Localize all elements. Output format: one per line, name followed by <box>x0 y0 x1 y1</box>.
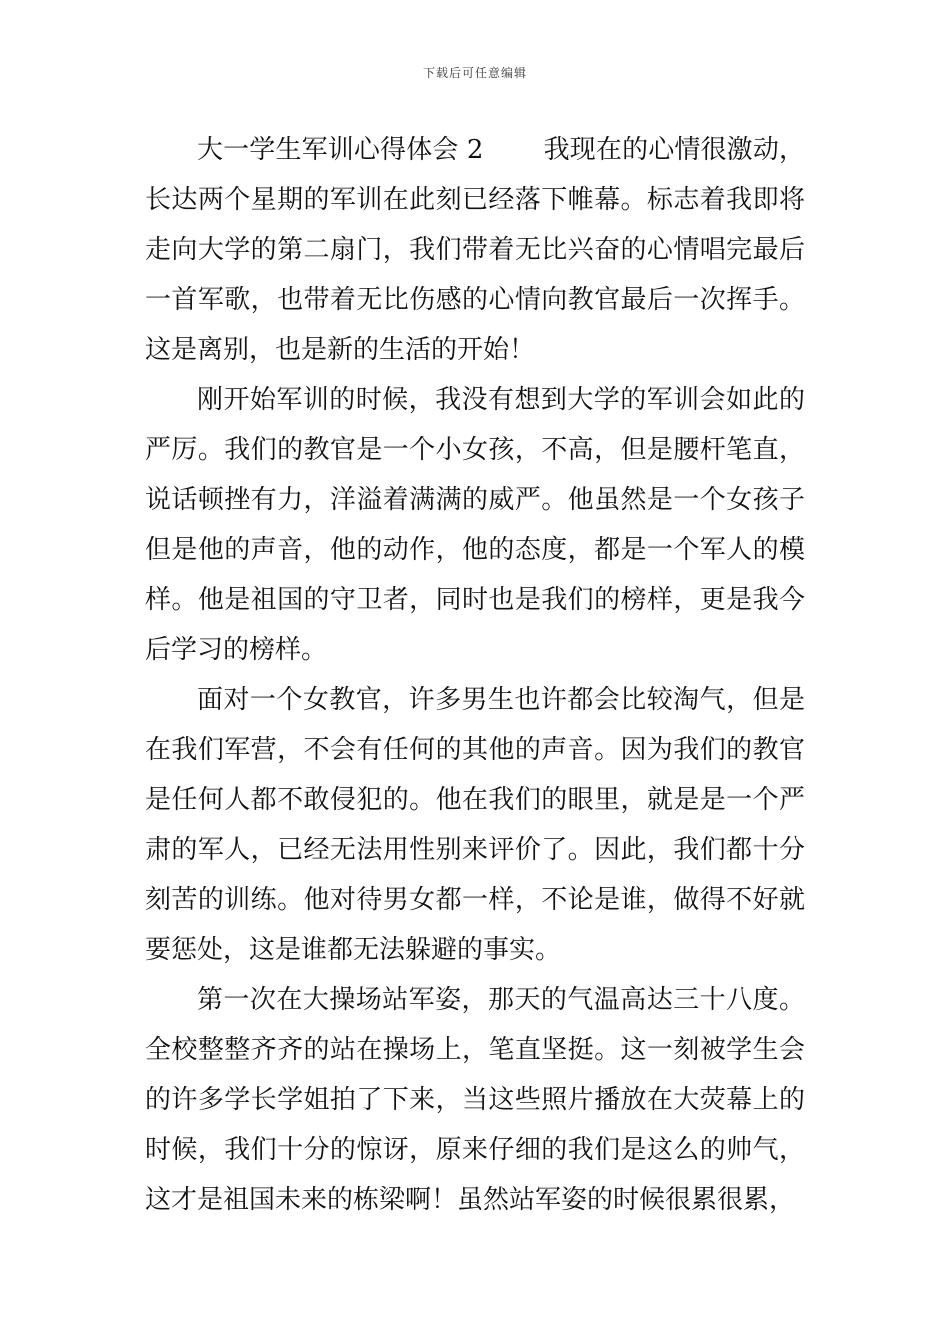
paragraph-1 <box>145 125 805 375</box>
paragraph-4: 第一次在大操场站军姿，那天的气温高达三十八度。全校整整齐齐的站在操场上，笔直坚挺。这一刻被学生会的许多学长学姐拍了下来，当这些照片播放在大荧幕上的时候，我们十分的惊讶，原来仔细的我们是这么的帅气，这才是祖国未来的栋梁啊！虽然站军姿的时候很累很累， <box>145 985 805 1215</box>
document-title: 大一学生军训心得体会 2 <box>197 135 484 165</box>
paragraph-2: 刚开始军训的时候，我没有想到大学的军训会如此的严厉。我们的教官是一个小女孩，不高，但是腰杆笔直，说话顿挫有力，洋溢着满满的威严。他虽然是一个女孩子但是他的声音，他的动作，他的态度，都是一个军人的模样。他是祖国的守卫者，同时也是我们的榜样，更是我今后学习的榜样。 <box>145 385 805 665</box>
paragraph-1-text: 我现在的心情很激动，长达两个星期的军训在此刻已经落下帷幕。标志着我即将走向大学的第二扇门，我们带着无比兴奋的心情唱完最后一首军歌，也带着无比伤感的心情向教官最后一次挥手。这是离别，也是新的生活的开始！ <box>145 135 805 365</box>
document-body <box>145 125 805 1225</box>
paragraph-3: 面对一个女教官，许多男生也许都会比较淘气，但是在我们军营，不会有任何的其他的声音。因为我们的教官是任何人都不敢侵犯的。他在我们的眼里，就是是一个严肃的军人，已经无法用性别来评价了。因此，我们都十分刻苦的训练。他对待男女都一样，不论是谁，做得不好就要惩处，这是谁都无法躲避的事实。 <box>145 685 805 965</box>
page-header-note: 下载后可任意编辑 <box>422 66 527 80</box>
